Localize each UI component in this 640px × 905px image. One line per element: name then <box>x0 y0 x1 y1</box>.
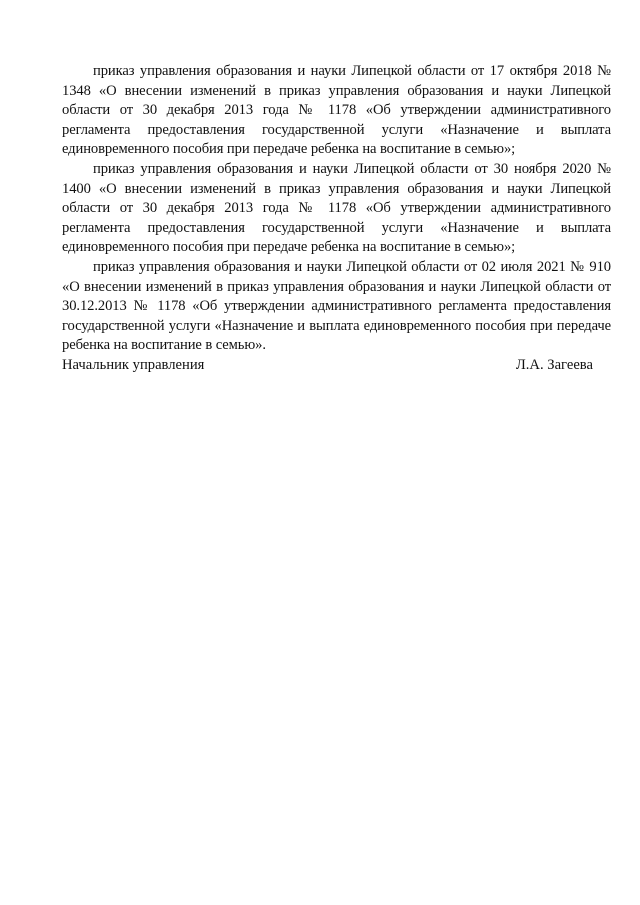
order-paragraph-1: приказ управления образования и науки Липецкой области от 17 октября 2018 № 1348 «О внесении изменений в приказ управления образования и науки Липецкой области от 30 декабря 2013 года № 1178 «Об утверждении административного регламента предоставления государственной услуги «Назначение и выплата единовременного пособия при передаче ребенка на воспитание в семью»; <box>62 63 611 158</box>
order-paragraph-2: приказ управления образования и науки Липецкой области от 30 ноября 2020 № 1400 «О внесении изменений в приказ управления образования и науки Липецкой области от 30 декабря 2013 года № 1178 «Об утверждении административного регламента предоставления государственной услуги «Назначение и выплата единовременного пособия при передаче ребенка на воспитание в семью»; <box>62 160 611 256</box>
signatory-position: Начальник управления <box>62 357 205 373</box>
signatory-name: Л.А. Загеева <box>515 357 593 373</box>
signature-block <box>62 356 593 376</box>
order-paragraph-3: приказ управления образования и науки Липецкой области от 02 июля 2021 № 910 «О внесении изменений в приказ управления образования и науки Липецкой области от 30.12.2013 № 1178 «Об утверждении административного регламента предоставления государственной услуги «Назначение и выплата единовременного пособия при передаче ребенка на воспитание в семью». <box>62 258 611 354</box>
document-body <box>62 62 611 356</box>
